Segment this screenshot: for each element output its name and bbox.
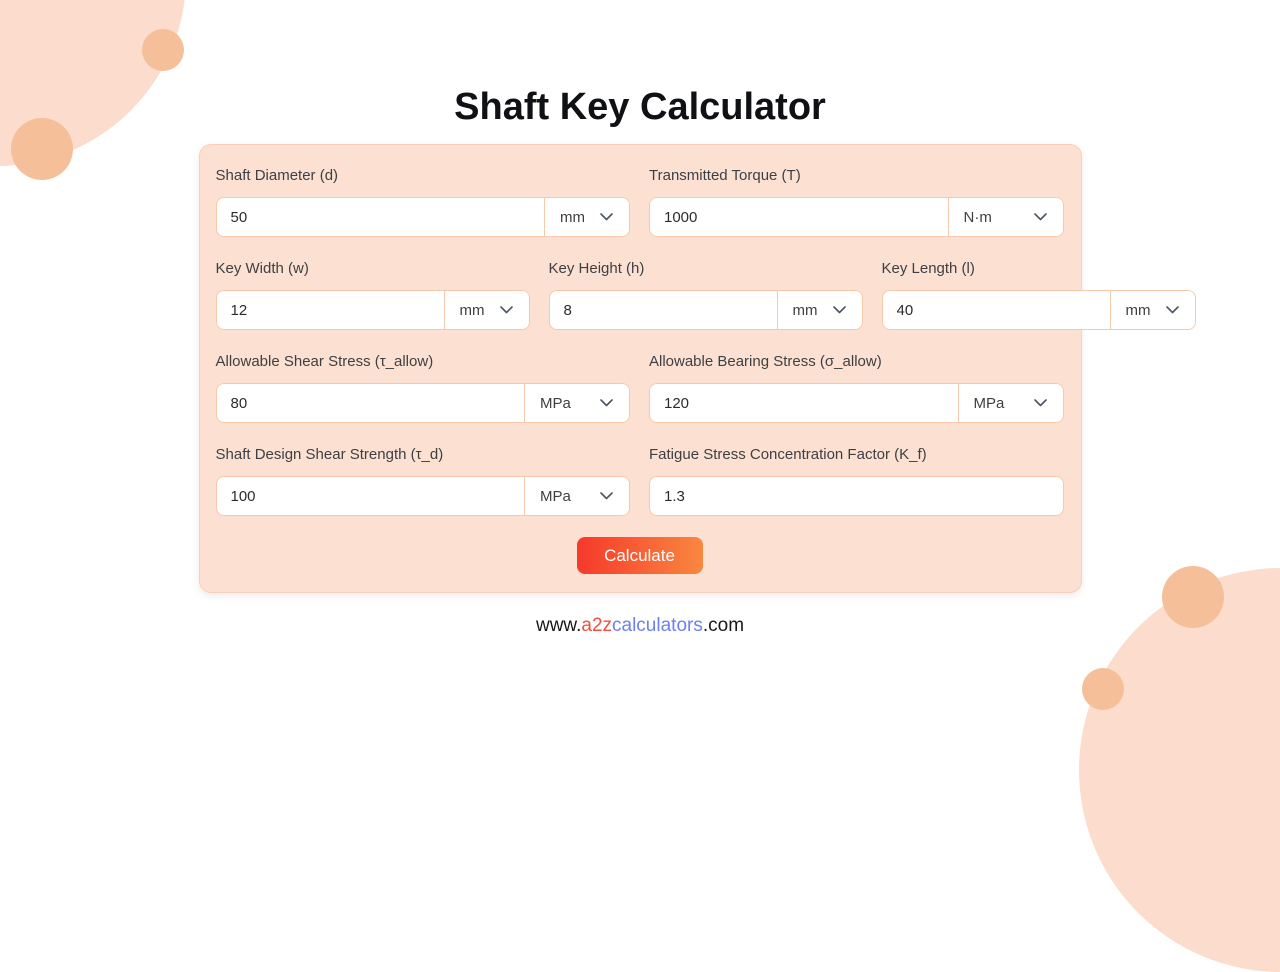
transmitted-torque-label: Transmitted Torque (T): [649, 167, 801, 184]
fatigue-kf-input[interactable]: [650, 477, 1063, 515]
form-row-4: [216, 446, 1064, 516]
unit-label: mm: [459, 301, 485, 319]
allowable-bearing-stress-input-group: [649, 383, 1064, 423]
unit-label: mm: [1125, 301, 1151, 319]
shaft-design-shear-strength-input[interactable]: [217, 477, 525, 515]
page-title: Shaft Key Calculator: [454, 86, 826, 128]
allowable-bearing-stress-input[interactable]: [650, 384, 958, 422]
key-length-input[interactable]: [883, 291, 1110, 329]
key-width-input[interactable]: [217, 291, 444, 329]
key-width-input-group: [216, 290, 530, 330]
chevron-down-icon: [600, 492, 613, 500]
field-shaft-diameter: [216, 167, 631, 237]
field-transmitted-torque: [649, 167, 1064, 237]
calculator-card: [199, 144, 1151, 593]
footer-www: www.: [535, 615, 582, 636]
unit-label: MPa: [540, 487, 571, 505]
allowable-shear-stress-unit-select[interactable]: [524, 384, 629, 422]
unit-label: MPa: [540, 394, 571, 412]
unit-label: MPa: [973, 394, 1005, 412]
key-length-input-group: [882, 290, 1196, 330]
key-length-unit-select[interactable]: [1110, 291, 1195, 329]
key-width-label: Key Width (w): [215, 260, 309, 277]
form-row-2: [215, 260, 1151, 330]
field-key-width: [216, 260, 530, 330]
chevron-down-icon: [1034, 399, 1047, 407]
field-fatigue-stress-concentration-factor: [649, 446, 1064, 516]
decor-circle-bottom-right-small: [1082, 668, 1124, 710]
chevron-down-icon: [1034, 213, 1047, 221]
shaft-diameter-input-group: [216, 197, 631, 237]
chevron-down-icon: [600, 399, 613, 407]
key-height-label: Key Height (h): [548, 260, 645, 277]
allowable-shear-stress-input[interactable]: [217, 384, 525, 422]
footer-brand-calculators: calculators: [612, 615, 703, 636]
chevron-down-icon: [833, 306, 846, 314]
key-width-unit-select[interactable]: [444, 291, 529, 329]
shaft-diameter-unit-select[interactable]: [544, 198, 629, 236]
chevron-down-icon: [600, 213, 613, 221]
key-height-input-group: [549, 290, 863, 330]
button-row: [216, 537, 1064, 574]
field-key-height: [549, 260, 863, 330]
form-row-1: [216, 167, 1064, 237]
unit-label: mm: [792, 301, 818, 319]
chevron-down-icon: [1166, 306, 1179, 314]
shaft-diameter-label: Shaft Diameter (d): [215, 167, 339, 184]
transmitted-torque-input-group: [649, 197, 1064, 237]
footer-brand-a2z: a2z: [581, 615, 613, 636]
unit-label: N·m: [963, 208, 992, 226]
field-key-length: [882, 260, 1196, 330]
allowable-bearing-stress-label: Allowable Bearing Stress (σ_allow): [649, 353, 882, 370]
calculate-button[interactable]: Calculate: [577, 537, 703, 574]
allowable-bearing-stress-unit-select[interactable]: [958, 384, 1063, 422]
shaft-design-shear-strength-input-group: [216, 476, 631, 516]
fatigue-kf-input-group: [649, 476, 1064, 516]
chevron-down-icon: [500, 306, 513, 314]
unit-label: mm: [560, 208, 585, 226]
allowable-shear-stress-input-group: [216, 383, 631, 423]
key-height-unit-select[interactable]: [777, 291, 862, 329]
site-footer: [0, 615, 1280, 637]
key-height-input[interactable]: [550, 291, 777, 329]
shaft-design-shear-strength-unit-select[interactable]: [524, 477, 629, 515]
footer-com: .com: [702, 615, 745, 636]
form-row-3: [216, 353, 1064, 423]
key-length-label: Key Length (l): [881, 260, 975, 277]
transmitted-torque-unit-select[interactable]: [948, 198, 1063, 236]
transmitted-torque-input[interactable]: [650, 198, 948, 236]
shaft-design-shear-strength-label: Shaft Design Shear Strength (τ_d): [215, 446, 444, 463]
allowable-shear-stress-label: Allowable Shear Stress (τ_allow): [215, 353, 434, 370]
shaft-diameter-input[interactable]: [217, 198, 545, 236]
field-allowable-shear-stress: [216, 353, 631, 423]
fatigue-kf-label: Fatigue Stress Concentration Factor (K_f): [649, 446, 927, 463]
field-allowable-bearing-stress: [649, 353, 1064, 423]
field-shaft-design-shear-strength: [216, 446, 631, 516]
